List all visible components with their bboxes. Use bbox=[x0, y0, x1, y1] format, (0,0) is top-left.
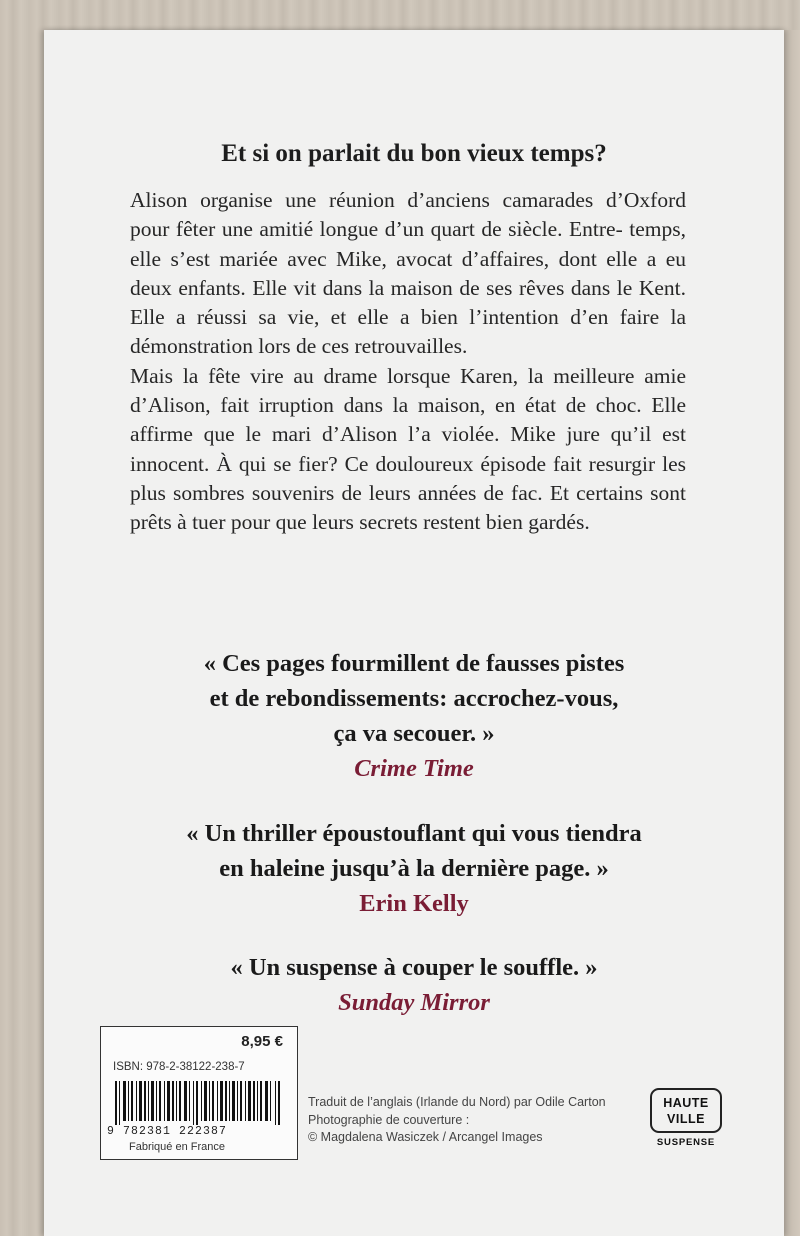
synopsis-line: pour fêter une amitié longue d’un quart de siècle. Entre- bbox=[130, 217, 623, 242]
quote-source: Erin Kelly bbox=[359, 890, 469, 917]
synopsis-line: elle a eu deux enfants. Elle vit dans la maison de ses rêves bbox=[130, 246, 687, 300]
publisher-name-line: VILLE bbox=[667, 1112, 705, 1126]
synopsis-line: est innocent. À qui se fier? Ce douloureux épisode fait bbox=[130, 422, 686, 476]
synopsis-line: Mais la fête vire au drame lorsque Karen, la meilleure amie bbox=[130, 363, 686, 388]
synopsis-line: Alison organise une réunion d’anciens camarades d’Oxford bbox=[130, 188, 686, 212]
publisher-logo bbox=[650, 1088, 722, 1148]
book-back-cover bbox=[44, 30, 784, 1236]
credit-line: Traduit de l’anglais (Irlande du Nord) par Odile Carton bbox=[308, 1095, 606, 1109]
publisher-name-line: HAUTE bbox=[663, 1096, 709, 1110]
quote-line: ça va secouer. » bbox=[333, 720, 495, 747]
synopsis-line: d’Alison, fait irruption dans la maison, en état de choc. bbox=[130, 393, 642, 418]
synopsis-line: resurgir les plus sombres souvenirs de leurs années de fac. bbox=[130, 451, 686, 505]
synopsis-line: bien gardés. bbox=[485, 510, 590, 535]
quote-line: et de rebondissements: accrochez-vous, bbox=[209, 685, 619, 712]
quote-source: Crime Time bbox=[354, 755, 474, 782]
credit-line: Photographie de couverture : bbox=[308, 1112, 470, 1127]
synopsis-line: Elle affirme que le mari d’Alison l’a violée. Mike jure qu’il bbox=[130, 393, 686, 447]
review-quote-1 bbox=[44, 646, 784, 786]
synopsis-line: temps, elle s’est mariée avec Mike, avocat d’affaires, dont bbox=[130, 217, 686, 271]
review-quote-2 bbox=[44, 816, 784, 921]
quote-line: « Un thriller époustouflant qui vous tiendra bbox=[186, 820, 642, 847]
synopsis bbox=[130, 186, 686, 538]
publisher-logo-box bbox=[650, 1088, 722, 1133]
barcode-digits: 9 782381 222387 bbox=[107, 1125, 228, 1138]
synopsis-line: dans le Kent. Elle a réussi sa vie, et elle a bien l’intention bbox=[130, 275, 686, 330]
quote-line: « Ces pages fourmillent de fausses pistes bbox=[203, 650, 625, 677]
price: 8,95 € bbox=[241, 1033, 283, 1050]
barcode-label bbox=[100, 1026, 298, 1160]
synopsis-line: Et certains sont prêts à tuer pour que leurs secrets restent bbox=[130, 480, 686, 535]
barcode-icon bbox=[115, 1081, 283, 1125]
quote-source: Sunday Mirror bbox=[338, 989, 490, 1016]
quote-line: en haleine jusqu’à la dernière page. » bbox=[219, 855, 609, 882]
synopsis-line: d’en faire la démonstration lors de ces retrouvailles. bbox=[130, 305, 687, 359]
made-in-label: Fabriqué en France bbox=[129, 1141, 225, 1153]
credits bbox=[308, 1094, 608, 1147]
credit-line: © Magdalena Wasiczek / Arcangel Images bbox=[308, 1130, 543, 1144]
collection-label: SUSPENSE bbox=[656, 1137, 716, 1148]
quote-line: « Un suspense à couper le souffle. » bbox=[230, 954, 598, 981]
tagline: Et si on parlait du bon vieux temps? bbox=[221, 140, 607, 167]
review-quote-3 bbox=[44, 950, 784, 1020]
isbn: ISBN: 978-2-38122-238-7 bbox=[113, 1061, 245, 1073]
